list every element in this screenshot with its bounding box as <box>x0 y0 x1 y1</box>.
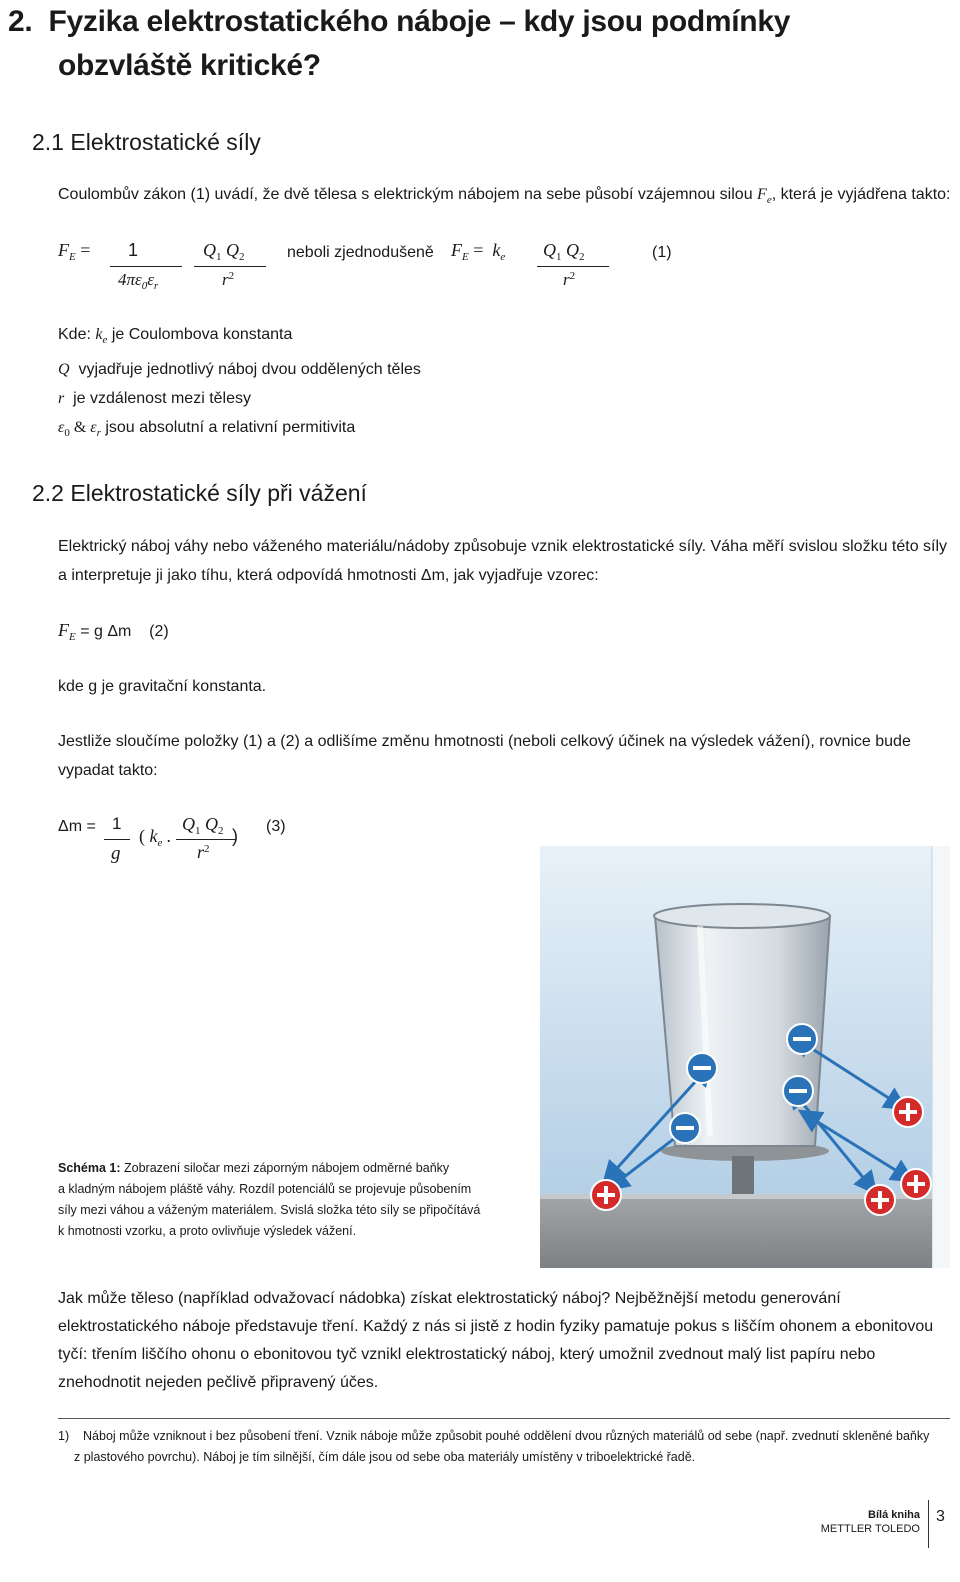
formula-3-lhs: Δm = <box>58 818 96 835</box>
footnote: 1) Náboj může vzniknout i bez působení tření. Vznik náboje může způsobit pouhé oddělení dvou různých materiálů od sebe (např. zvednutí skleněné baňky z plastového povrchu). Náboj je tím silnější, čím dále jsou od sebe oba materiály umístěny v triboelektrické řadě. <box>58 1429 930 1464</box>
minus-charge-icon <box>687 1053 717 1083</box>
formula-2: $F_E = g$ Δm (2) <box>58 620 169 643</box>
chapter-title-line2: obzvláště kritické? <box>58 49 321 82</box>
closing-paragraph: Jak může těleso (například odvažovací nádobka) získat elektrostatický náboj? Nejběžnější metodu generování elektrostatického náboje představuje tření. Každý z nás si jistě z hodin fyziky pamatuje pokus s liščím ohonem a ebonitovou tyčí: třením liščího ohonu o ebonitovou tyč vznikl elektrostatický náboj, který umožnil zvednout malý list papíru nebo znehodnotit nejeden pečlivě připravený účes. <box>58 1290 934 1391</box>
minus-charge-icon <box>787 1024 817 1054</box>
section-2-2-para3: Jestliže sloučíme položky (1) a (2) a odlišíme změnu hmotnosti (neboli celkový účinek na výsledek vážení), rovnice bude vypadat takto: <box>58 733 911 779</box>
plus-charge-icon <box>901 1169 931 1199</box>
formula-2-number: (2) <box>149 623 169 640</box>
plus-charge-icon <box>865 1185 895 1215</box>
section-2-1-title: 2.1 Elektrostatické síly <box>32 129 261 155</box>
section-2-2-title: 2.2 Elektrostatické síly při vážení <box>32 480 367 506</box>
electrostatic-figure <box>540 846 950 1268</box>
section-2-2-para2: kde g je gravitační konstanta. <box>58 678 267 695</box>
definition-ke: Kde: $k_e$ je Coulombova konstanta <box>58 326 293 346</box>
plus-charge-icon <box>591 1180 621 1210</box>
formula-3-number: (3) <box>266 818 286 835</box>
definition-q: Q vyjadřuje jednotlivý náboj dvou oddělených těles <box>58 361 421 378</box>
page-number: 3 <box>936 1508 945 1525</box>
minus-charge-icon <box>670 1113 700 1143</box>
chapter-title-line1: Fyzika elektrostatického náboje – kdy jsou podmínky <box>48 5 791 38</box>
chapter-number: 2. <box>8 5 33 38</box>
footnote-divider <box>58 1418 950 1419</box>
definitions-list <box>58 320 421 448</box>
minus-charge-icon <box>783 1076 813 1106</box>
definition-r: r je vzdálenost mezi tělesy <box>58 390 251 407</box>
figure-caption: Schéma 1: Zobrazení siločar mezi záporným nábojem odměrné baňky a kladným nábojem pláště váhy. Rozdíl potenciálů se projevuje působením síly mezi váhou a váženým materiálem. Svislá složka této síly se připočítává k hmotnosti vzorku, a proto ovlivňuje výsledek vážení. <box>58 1161 481 1238</box>
formula-connector: neboli zjednodušeně <box>287 244 434 261</box>
footer-brand-block <box>820 1508 920 1536</box>
definition-eps: $\varepsilon_0$ & $\varepsilon_r$ jsou absolutní a relativní permitivita <box>58 419 356 439</box>
plus-charge-icon <box>893 1097 923 1127</box>
chapter-heading <box>8 0 790 88</box>
footer-divider <box>928 1500 929 1548</box>
footnote-marker: 1) <box>58 1429 70 1443</box>
footer-brand: METTLER TOLEDO <box>820 1523 920 1535</box>
section-2-1-intro: Coulombův zákon (1) uvádí, že dvě tělesa s elektrickým nábojem na sebe působí vzájemnou silou $F_e$, která je vyjádřena takto: <box>58 186 951 206</box>
section-2-2-para1: Elektrický náboj váhy nebo váženého materiálu/nádoby způsobuje vznik elektrostatické síly. Váha měří svislou složku této síly a interpretuje ji jako tíhu, která odpovídá hmotnosti Δm, jak vyjadřuje vzorec: <box>58 538 948 584</box>
formula-1-number: (1) <box>652 244 672 261</box>
footer-title: Bílá kniha <box>868 1509 920 1521</box>
